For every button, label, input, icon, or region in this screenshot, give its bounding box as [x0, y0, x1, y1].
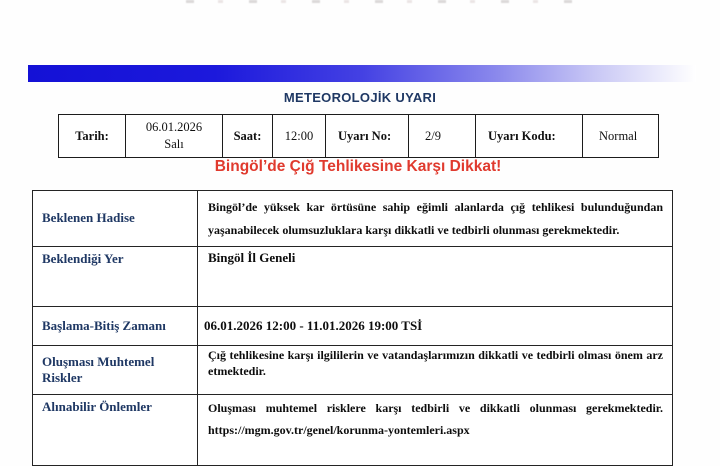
time-value: 12:00 — [273, 115, 326, 158]
warning-code-value: Normal — [583, 115, 659, 158]
precautions-label: Alınabilir Önlemler — [33, 395, 198, 466]
expected-location-value: Bingöl İl Geneli — [198, 247, 673, 307]
possible-risks-value: Çığ tehlikesine karşı ilgililerin ve vatandaşlarımızın dikkatli ve tedbirli olması önem arz etmektedir. — [198, 346, 673, 395]
protection-methods-link[interactable]: https://mgm.gov.tr/genel/korunma-yontemleri.aspx — [208, 422, 470, 437]
table-row-precautions — [33, 395, 673, 466]
start-end-time-value: 06.01.2026 12:00 - 11.01.2026 19:00 TSİ — [198, 307, 673, 346]
table-row-expected-location — [33, 247, 673, 307]
warning-number-value: 2/9 — [409, 115, 476, 158]
expected-location-label: Beklendiği Yer — [33, 247, 198, 307]
warning-detail-table — [32, 190, 673, 466]
page-title: METEOROLOJİK UYARI — [283, 90, 437, 105]
date-value-date: 06.01.2026 — [145, 120, 203, 135]
time-label: Saat: — [223, 115, 273, 158]
table-row-start-end-time — [33, 307, 673, 346]
warning-number-label: Uyarı No: — [326, 115, 409, 158]
date-value — [126, 115, 223, 158]
date-value-day: Salı — [164, 137, 184, 151]
precautions-value — [198, 395, 673, 466]
warning-code-label: Uyarı Kodu: — [476, 115, 583, 158]
possible-risks-label: Oluşması Muhtemel Riskler — [33, 346, 198, 395]
gradient-divider-bar — [28, 65, 696, 82]
expected-event-value: Bingöl’de yüksek kar örtüsüne sahip eğimli alanlarda çığ tehlikesi bulunduğundan yaşanabilecek olumsuzluklara karşı dikkatli ve tedbirli olunması gerekmektedir. — [198, 191, 673, 247]
alert-headline: Bingöl’de Çığ Tehlikesine Karşı Dikkat! — [214, 158, 502, 175]
table-row-possible-risks — [33, 346, 673, 395]
precautions-text: Oluşması muhtemel risklere karşı tedbirli ve dikkatli olunması gerekmektedir. — [208, 401, 663, 415]
warning-meta-table — [58, 114, 659, 158]
table-row-expected-event — [33, 191, 673, 247]
start-end-time-label: Başlama-Bitiş Zamanı — [33, 307, 198, 346]
cropped-header-artifacts — [160, 0, 580, 3]
expected-event-label: Beklenen Hadise — [33, 191, 198, 247]
date-label: Tarih: — [59, 115, 126, 158]
